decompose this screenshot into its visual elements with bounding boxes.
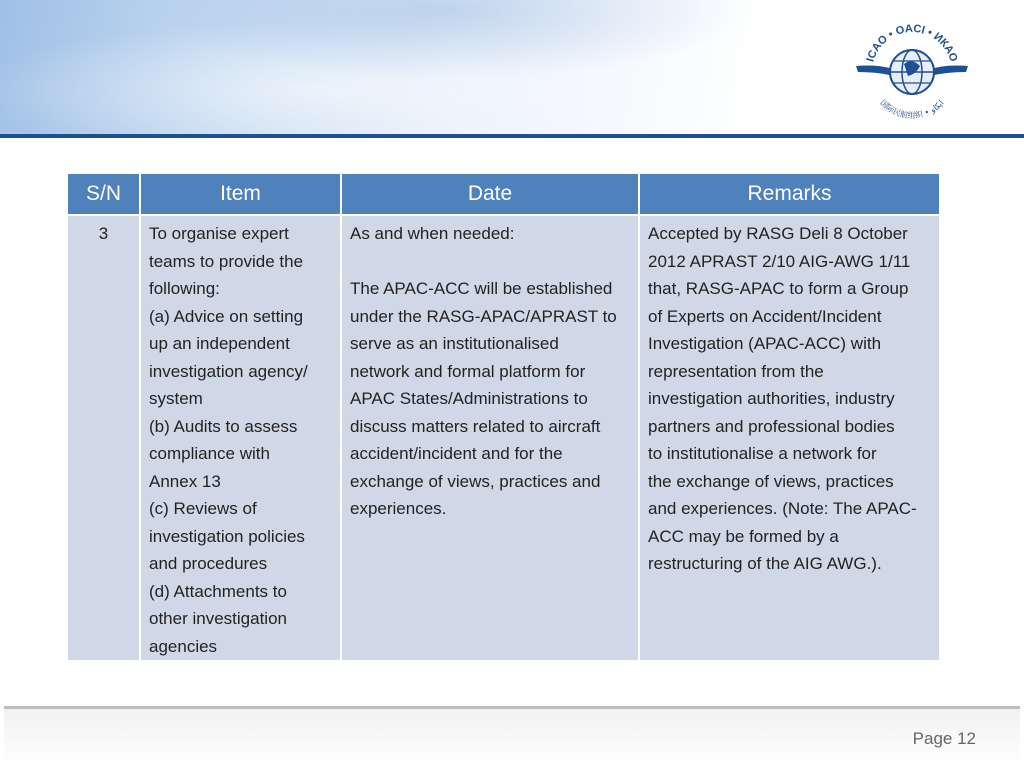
header-rule: [0, 134, 1024, 138]
svg-text:国际民航组织 • ايكاو: [878, 98, 945, 120]
schedule-table: [68, 174, 939, 660]
icao-logo: [850, 14, 974, 126]
cell-date: As and when needed: The APAC-ACC will be established under the RASG-APAC/APRAST to serve as an institutionalised network and formal platform for APAC States/Administrations to discuss matters related to aircraft accident/incident and for the exchange of views, practices and experiences.: [342, 216, 640, 660]
column-header-item: Item: [141, 174, 342, 216]
logo-text-top: ICAO • OACI • ИКАО: [864, 22, 960, 64]
slide-footer: [4, 709, 1020, 768]
page-number: Page 12: [912, 729, 976, 748]
cell-sn: 3: [68, 216, 141, 660]
cell-item: To organise expert teams to provide the following: (a) Advice on setting up an independent investigation agency/ system (b) Audits to assess compliance with Annex 13 (c) Reviews of investigation policies and procedures (d) Attachments to other investigation agencies: [141, 216, 342, 660]
column-header-sn: S/N: [68, 174, 141, 216]
logo-text-bottom: 国际民航组织 • ايكاو: [878, 98, 946, 121]
column-header-remarks: Remarks: [640, 174, 939, 216]
table-header-row: [68, 174, 939, 216]
table-row: [68, 216, 939, 660]
cell-remarks: Accepted by RASG Deli 8 October 2012 APRAST 2/10 AIG-AWG 1/11 that, RASG-APAC to form a Group of Experts on Accident/Incident Investigation (APAC-ACC) with representation from the investigation authorities, industry partners and professional bodies to institutionalise a network for the exchange of views, practices and experiences. (Note: The APAC- ACC may be formed by a restructuring of the AIG AWG.).: [640, 216, 939, 660]
column-header-date: Date: [342, 174, 640, 216]
